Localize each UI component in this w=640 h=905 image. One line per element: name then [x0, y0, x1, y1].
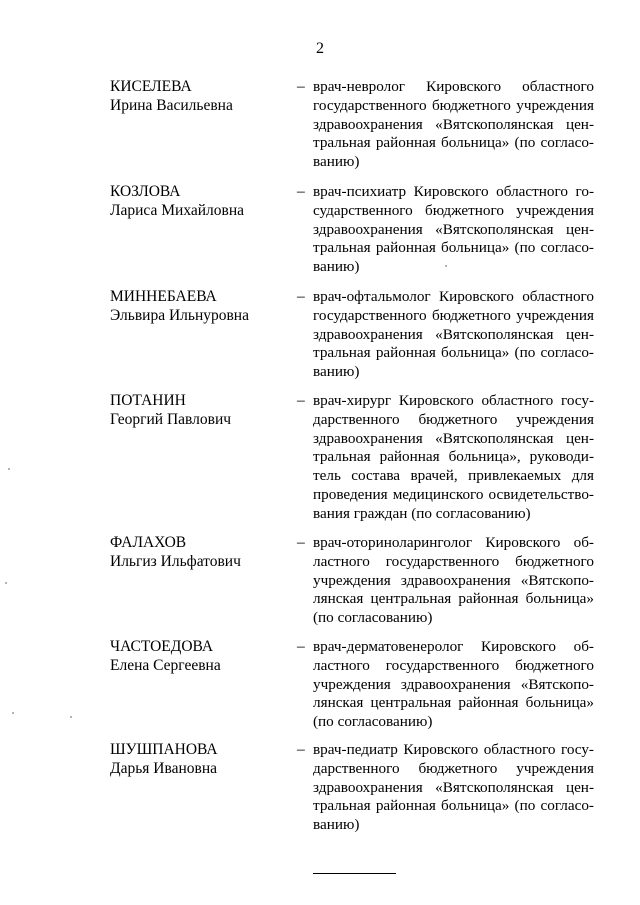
- member-name: [110, 288, 290, 326]
- description-line: здравоохранения «Вятскополянская цен-: [313, 115, 594, 133]
- description-line: дарственного бюджетного учреждения: [313, 410, 594, 428]
- description-line: тральная районная больница», руководи-: [313, 448, 594, 466]
- description-line: вания граждан (по согласованию): [313, 504, 531, 522]
- member-given-names: Георгий Павлович: [110, 410, 232, 428]
- scan-speck: [5, 582, 7, 584]
- description-line: ванию): [313, 153, 360, 171]
- member-surname: ПОТАНИН: [110, 392, 186, 409]
- description-line: здравоохранения «Вятскополянская цен-: [313, 325, 594, 343]
- description-line: государственного бюджетного учреждения: [313, 306, 594, 324]
- entry-dash: –: [297, 78, 305, 95]
- entry-dash: –: [297, 534, 305, 551]
- description-line: врач-дерматовенеролог Кировского об-: [313, 638, 594, 655]
- description-line: дарственного бюджетного учреждения: [313, 759, 594, 777]
- member-name: [110, 78, 290, 116]
- member-name: [110, 183, 290, 221]
- entry-dash: –: [297, 741, 305, 758]
- description-line: ванию): [313, 363, 360, 381]
- member-surname: КИСЕЛЕВА: [110, 78, 192, 95]
- description-line: ванию): [313, 258, 360, 276]
- member-description: [313, 183, 594, 277]
- scan-speck: [12, 712, 14, 714]
- end-rule: [313, 873, 396, 874]
- description-line: государственного бюджетного учреждения: [313, 96, 594, 114]
- description-line: врач-офтальмолог Кировского областного: [313, 288, 594, 305]
- page-number: 2: [316, 40, 324, 57]
- description-line: врач-психиатр Кировского областного го-: [313, 183, 594, 200]
- entry-dash: –: [297, 288, 305, 305]
- description-line: (по согласованию): [313, 609, 433, 627]
- description-line: учреждения здравоохранения «Вятскопо-: [313, 675, 594, 693]
- member-surname: КОЗЛОВА: [110, 183, 181, 200]
- member-surname: ЧАСТОЕДОВА: [110, 638, 214, 655]
- description-line: здравоохранения «Вятскополянская цен-: [313, 778, 594, 796]
- scan-speck: [445, 265, 447, 267]
- member-description: [313, 392, 594, 524]
- description-line: учреждения здравоохранения «Вятскопо-: [313, 571, 594, 589]
- description-line: ластного государственного бюджетного: [313, 656, 594, 674]
- member-surname: ШУШПАНОВА: [110, 741, 218, 758]
- member-name: [110, 741, 290, 779]
- description-line: тель состава врачей, привлекаемых для: [313, 467, 594, 485]
- scan-speck: [70, 716, 72, 718]
- member-description: [313, 78, 594, 172]
- description-line: тральная районная больница» (по согласо-: [313, 134, 594, 152]
- description-line: ванию): [313, 816, 360, 834]
- member-description: [313, 638, 594, 732]
- member-description: [313, 288, 594, 382]
- entry-dash: –: [297, 183, 305, 200]
- member-description: [313, 741, 594, 835]
- description-line: проведения медицинского освидетельство-: [313, 485, 594, 503]
- description-line: врач-невролог Кировского областного: [313, 78, 594, 95]
- member-given-names: Ильгиз Ильфатович: [110, 552, 241, 570]
- member-name: [110, 392, 290, 430]
- member-given-names: Елена Сергеевна: [110, 656, 221, 674]
- description-line: тральная районная больница» (по согласо-: [313, 239, 594, 257]
- member-surname: ФАЛАХОВ: [110, 534, 187, 551]
- member-name: [110, 534, 290, 572]
- description-line: тральная районная больница» (по согласо-: [313, 797, 594, 815]
- member-given-names: Лариса Михайловна: [110, 201, 245, 219]
- description-line: врач-хирург Кировского областного госу-: [313, 392, 594, 409]
- member-given-names: Ирина Васильевна: [110, 96, 233, 114]
- member-name: [110, 638, 290, 676]
- entry-dash: –: [297, 638, 305, 655]
- member-given-names: Дарья Ивановна: [110, 759, 218, 777]
- member-given-names: Эльвира Ильнуровна: [110, 306, 249, 324]
- description-line: лянская центральная районная больница»: [313, 590, 594, 608]
- description-line: здравоохранения «Вятскополянская цен-: [313, 220, 594, 238]
- description-line: врач-педиатр Кировского областного госу-: [313, 741, 594, 758]
- member-surname: МИННЕБАЕВА: [110, 288, 217, 305]
- description-line: сударственного бюджетного учреждения: [313, 201, 594, 219]
- description-line: тральная районная больница» (по согласо-: [313, 344, 594, 362]
- description-line: ластного государственного бюджетного: [313, 552, 594, 570]
- scan-speck: [8, 468, 10, 470]
- entry-dash: –: [297, 392, 305, 409]
- description-line: врач-оториноларинголог Кировского об-: [313, 534, 594, 551]
- description-line: (по согласованию): [313, 713, 433, 731]
- member-description: [313, 534, 594, 628]
- description-line: здравоохранения «Вятскополянская цен-: [313, 429, 594, 447]
- description-line: лянская центральная районная больница»: [313, 694, 594, 712]
